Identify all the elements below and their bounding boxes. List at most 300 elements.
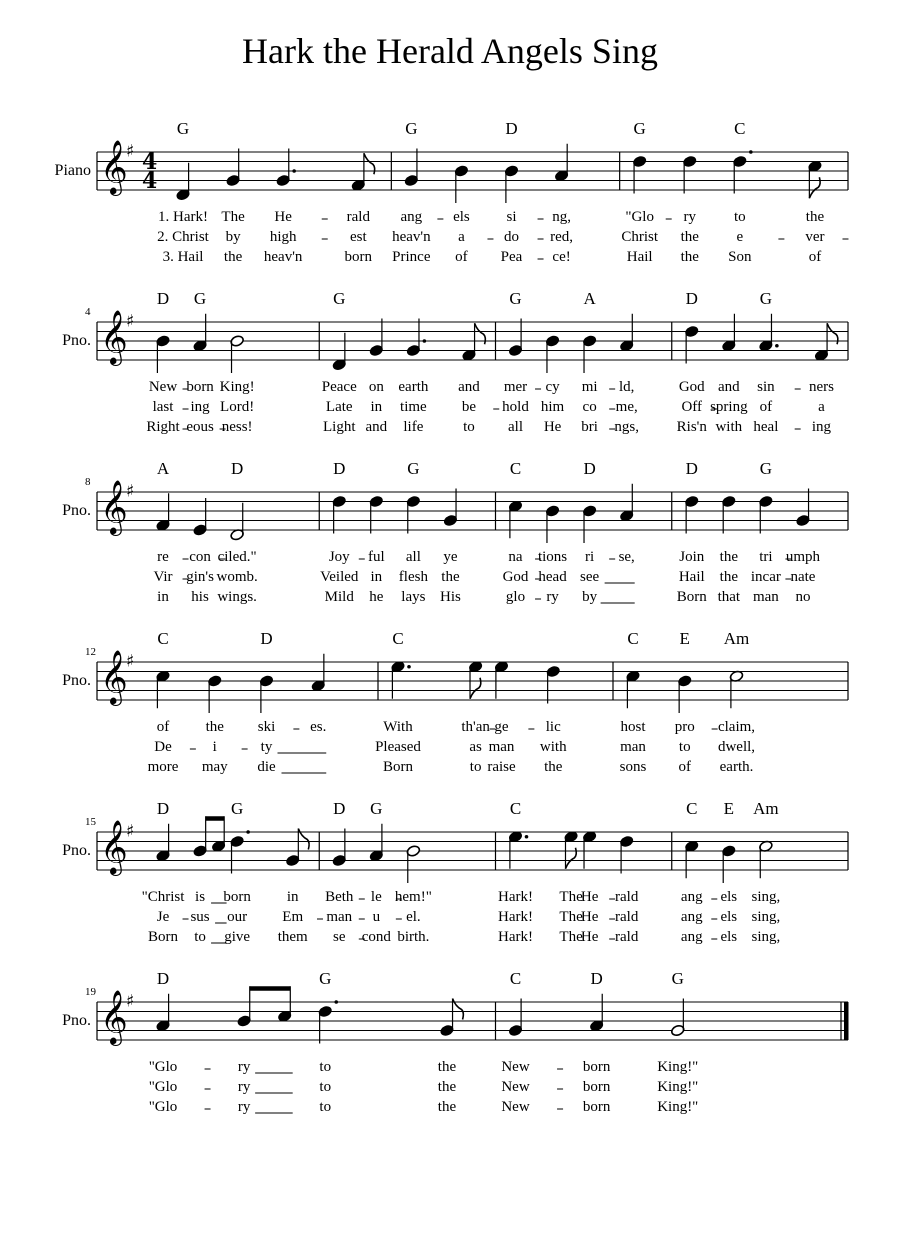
lyric-syllable: Join xyxy=(679,549,705,565)
lyric-syllable: sus xyxy=(190,909,210,925)
lyric-syllable: of xyxy=(808,249,822,265)
lyric-syllable: Mild xyxy=(324,589,354,605)
lyric-syllable: God xyxy=(678,379,705,395)
lyric-syllable: ful xyxy=(367,549,385,565)
lyric-syllable: by xyxy=(582,589,598,605)
treble-clef: 𝄞 xyxy=(100,309,128,365)
lyric-syllable: con xyxy=(189,549,211,565)
lyric-syllable: cond xyxy=(361,929,391,945)
lyric-syllable: 1. Hark! xyxy=(158,209,208,225)
lyric-syllable: in xyxy=(370,569,383,585)
lyric-syllable: spring xyxy=(710,399,748,415)
lyric-syllable: in xyxy=(157,589,169,605)
lyric-syllable: ry xyxy=(237,1099,251,1115)
lyric-syllable: The xyxy=(221,209,245,225)
score-title: Hark the Herald Angels Sing xyxy=(242,31,658,71)
chord-symbol: G xyxy=(759,459,773,478)
lyric-syllable: The xyxy=(559,909,583,925)
lyric-syllable: Hail xyxy=(678,569,705,585)
chord-symbol: G xyxy=(671,969,684,988)
staff-system xyxy=(0,282,900,452)
lyric-syllable: Peace xyxy=(321,379,357,395)
lyric-syllable: umph xyxy=(785,549,821,565)
lyric-syllable: ngs, xyxy=(614,419,639,435)
lyric-syllable: se, xyxy=(618,549,635,565)
lyric-syllable: he xyxy=(369,589,384,605)
chord-symbol: D xyxy=(583,459,596,478)
lyric-syllable: man xyxy=(752,589,779,605)
chord-symbol: C xyxy=(734,119,746,138)
lyric-syllable: ang xyxy=(680,909,703,925)
staff-system xyxy=(0,622,900,792)
staff-system xyxy=(0,112,900,282)
lyric-syllable: no xyxy=(795,589,811,605)
lyric-syllable: Christ xyxy=(621,229,658,245)
lyric-syllable: ld, xyxy=(618,379,635,395)
lyric-syllable: King! xyxy=(219,379,255,395)
key-signature-sharp: ♯ xyxy=(126,311,135,332)
lyric-syllable: eous xyxy=(186,419,214,435)
instrument-label: Pno. xyxy=(62,502,91,519)
note-beam xyxy=(250,986,291,991)
staff-system xyxy=(0,792,900,962)
lyric-syllable: ness! xyxy=(221,419,253,435)
lyric-syllable: heav'n xyxy=(392,229,431,245)
lyric-syllable: and xyxy=(458,379,480,395)
augmentation-dot xyxy=(775,344,779,348)
augmentation-dot xyxy=(334,1000,338,1004)
instrument-label: Piano xyxy=(54,162,91,179)
lyric-syllable: est xyxy=(349,229,367,245)
lyric-syllable: ri xyxy=(585,549,595,565)
lyric-syllable: lays xyxy=(401,589,426,605)
instrument-label: Pno. xyxy=(62,842,91,859)
staff-svg xyxy=(0,622,900,792)
instrument-label: Pno. xyxy=(62,672,91,689)
lyric-syllable: last xyxy=(152,399,174,415)
lyric-syllable: Light xyxy=(323,419,356,435)
lyric-syllable: ang xyxy=(680,889,703,905)
lyric-syllable: ners xyxy=(808,379,834,395)
lyric-syllable: ye xyxy=(443,549,458,565)
lyric-syllable: die xyxy=(257,759,276,775)
lyric-syllable: of xyxy=(455,249,468,265)
lyric-syllable: Hark! xyxy=(498,889,533,905)
lyric-syllable: man xyxy=(620,739,646,755)
lyric-syllable: man xyxy=(326,909,353,925)
chord-symbol: D xyxy=(333,459,346,478)
lyric-syllable: the xyxy=(223,249,243,265)
lyric-syllable: flesh xyxy=(398,569,428,585)
lyric-syllable: birth. xyxy=(397,929,430,945)
lyric-syllable: earth xyxy=(398,379,429,395)
lyric-syllable: on xyxy=(368,379,384,395)
lyric-syllable: 2. Christ xyxy=(157,229,209,245)
staff-system xyxy=(0,452,900,622)
lyric-syllable: se xyxy=(333,929,346,945)
lyric-syllable: of xyxy=(156,719,170,735)
lyric-syllable: co xyxy=(582,399,597,415)
lyric-syllable: to xyxy=(678,739,691,755)
lyric-syllable: King!" xyxy=(657,1079,699,1095)
key-signature-sharp: ♯ xyxy=(126,991,135,1012)
lyric-syllable: New xyxy=(501,1099,530,1115)
lyric-syllable: to xyxy=(194,929,206,945)
chord-symbol: C xyxy=(157,629,169,648)
lyric-syllable: the xyxy=(719,569,738,585)
chord-symbol: D xyxy=(590,969,603,988)
lyric-syllable: Hail xyxy=(626,249,653,265)
chord-symbol: G xyxy=(405,119,418,138)
measure-number: 15 xyxy=(85,816,96,828)
key-signature-sharp: ♯ xyxy=(126,481,135,502)
chord-symbol: C xyxy=(392,629,404,648)
lyric-syllable: life xyxy=(403,419,424,435)
final-barline-thick xyxy=(844,1002,849,1040)
lyric-syllable: re xyxy=(157,549,169,565)
lyric-syllable: Hark! xyxy=(498,929,533,945)
lyric-syllable: ski xyxy=(257,719,276,735)
lyric-syllable: King!" xyxy=(657,1059,699,1075)
lyric-syllable: do xyxy=(504,229,519,245)
lyric-syllable: hold xyxy=(502,399,529,415)
lyric-syllable: tions xyxy=(537,549,568,565)
lyric-syllable: "Glo xyxy=(625,209,654,225)
lyric-syllable: u xyxy=(372,909,381,925)
lyric-syllable: na xyxy=(508,549,523,565)
lyric-syllable: heal xyxy=(753,419,779,435)
lyric-syllable: to xyxy=(319,1099,332,1115)
lyric-syllable: ver xyxy=(805,229,825,245)
lyric-syllable: mi xyxy=(581,379,598,395)
lyric-syllable: see xyxy=(580,569,600,585)
lyric-syllable: Joy xyxy=(328,549,350,565)
lyric-syllable: born xyxy=(186,379,214,395)
lyric-syllable: He xyxy=(580,889,599,905)
lyric-syllable: Right xyxy=(146,419,180,435)
lyric-syllable: ge xyxy=(494,719,509,735)
lyric-syllable: red, xyxy=(550,229,574,245)
lyric-syllable: time xyxy=(400,399,427,415)
staff-svg xyxy=(0,112,900,282)
lyric-syllable: Son xyxy=(728,249,752,265)
lyric-syllable: all xyxy=(405,549,421,565)
lyric-syllable: els xyxy=(453,209,470,225)
time-signature-bottom: 4 xyxy=(142,168,158,194)
treble-clef: 𝄞 xyxy=(100,989,128,1045)
chord-symbol: D xyxy=(505,119,518,138)
lyric-syllable: ry xyxy=(237,1059,251,1075)
lyric-syllable: man xyxy=(488,739,515,755)
lyric-syllable: "Glo xyxy=(148,1079,178,1095)
lyric-syllable: ing xyxy=(811,419,832,435)
lyric-syllable: ty xyxy=(260,739,273,755)
chord-symbol: D xyxy=(156,289,170,308)
key-signature-sharp: ♯ xyxy=(126,651,135,672)
lyric-syllable: the xyxy=(719,549,738,565)
treble-clef: 𝄞 xyxy=(100,819,128,875)
lyric-syllable: Em xyxy=(282,909,304,925)
chord-symbol: C xyxy=(509,459,522,478)
chord-symbol: D xyxy=(156,969,170,988)
chord-symbol: C xyxy=(509,799,522,818)
lyric-syllable: wings. xyxy=(217,589,257,605)
lyric-syllable: pro xyxy=(674,719,695,735)
lyric-syllable: by xyxy=(225,229,241,245)
lyric-syllable: me, xyxy=(615,399,638,415)
chord-symbol: D xyxy=(333,799,346,818)
lyric-syllable: incar xyxy=(750,569,781,585)
measure-number: 12 xyxy=(85,646,96,658)
chord-symbol: G xyxy=(193,289,207,308)
lyric-syllable: claim, xyxy=(717,719,756,735)
lyric-syllable: with xyxy=(715,419,743,435)
lyric-syllable: Vir xyxy=(153,569,173,585)
lyric-syllable: The xyxy=(559,929,583,945)
chord-symbol: G xyxy=(176,119,190,138)
lyric-syllable: gin's xyxy=(186,569,214,585)
lyric-syllable: le xyxy=(370,889,382,905)
lyric-syllable: all xyxy=(508,419,523,435)
lyric-syllable: a xyxy=(458,229,465,245)
lyric-syllable: ry xyxy=(546,589,559,605)
lyric-syllable: him xyxy=(540,399,565,415)
lyric-syllable: raise xyxy=(487,759,516,775)
lyric-syllable: to xyxy=(463,419,475,435)
chord-symbol: A xyxy=(156,459,170,478)
lyric-syllable: his xyxy=(191,589,209,605)
augmentation-dot xyxy=(407,665,411,669)
lyric-syllable: New xyxy=(501,1079,530,1095)
lyric-syllable: rald xyxy=(346,209,370,225)
chord-symbol: E xyxy=(723,799,735,818)
lyric-syllable: With xyxy=(383,719,413,735)
lyric-syllable: Born xyxy=(383,759,413,775)
treble-clef: 𝄞 xyxy=(100,649,128,705)
lyric-syllable: "Glo xyxy=(148,1059,178,1075)
instrument-label: Pno. xyxy=(62,332,91,349)
measure-number: 8 xyxy=(85,476,91,488)
key-signature-sharp: ♯ xyxy=(126,821,135,842)
augmentation-dot xyxy=(292,169,296,173)
lyric-syllable: be xyxy=(461,399,477,415)
chord-symbol: C xyxy=(686,799,698,818)
lyric-syllable: as xyxy=(469,739,482,755)
lyric-syllable: De xyxy=(154,739,172,755)
note-beam xyxy=(206,816,225,821)
lyric-syllable: ang xyxy=(680,929,703,945)
lyric-syllable: the xyxy=(680,249,699,265)
lyric-syllable: King!" xyxy=(657,1099,699,1115)
lyric-syllable: ry xyxy=(237,1079,251,1095)
lyric-syllable: Ris'n xyxy=(676,419,707,435)
augmentation-dot xyxy=(423,339,427,343)
lyric-syllable: sons xyxy=(619,759,647,775)
chord-symbol: D xyxy=(685,459,698,478)
chord-symbol: G xyxy=(509,289,522,308)
lyric-syllable: es. xyxy=(310,719,327,735)
lyric-syllable: the xyxy=(437,1099,457,1115)
lyric-syllable: sing, xyxy=(751,929,781,945)
lyric-syllable: sing, xyxy=(751,909,781,925)
chord-symbol: C xyxy=(509,969,522,988)
augmentation-dot xyxy=(525,835,529,839)
instrument-label: Pno. xyxy=(62,1012,91,1029)
chord-symbol: G xyxy=(319,969,332,988)
time-signature-top: 4 xyxy=(142,149,158,175)
chord-symbol: E xyxy=(679,629,690,648)
lyric-syllable: ry xyxy=(683,209,696,225)
lyric-syllable: cy xyxy=(545,379,560,395)
lyric-syllable: the xyxy=(441,569,460,585)
lyric-syllable: to xyxy=(319,1059,332,1075)
chord-symbol: G xyxy=(633,119,646,138)
lyric-syllable: born xyxy=(223,889,251,905)
measure-number: 19 xyxy=(85,986,96,998)
lyric-syllable: 3. Hail xyxy=(162,249,204,265)
lyric-syllable: to xyxy=(319,1079,332,1095)
augmentation-dot xyxy=(749,150,753,154)
lyric-syllable: The xyxy=(559,889,583,905)
treble-clef: 𝄞 xyxy=(100,479,128,535)
lyric-syllable: els xyxy=(720,929,738,945)
lyric-syllable: Off xyxy=(681,399,703,415)
lyric-syllable: in xyxy=(286,889,299,905)
lyric-syllable: them xyxy=(277,929,308,945)
lyric-syllable: the xyxy=(437,1079,457,1095)
lyric-syllable: high xyxy=(269,229,297,245)
chord-symbol: G xyxy=(230,799,244,818)
lyric-syllable: womb. xyxy=(216,569,258,585)
lyric-syllable: to xyxy=(469,759,482,775)
lyric-syllable: Born xyxy=(676,589,707,605)
lyric-syllable: dwell, xyxy=(717,739,756,755)
lyric-syllable: of xyxy=(759,399,773,415)
lyric-syllable: Je xyxy=(156,909,170,925)
lyric-syllable: Veiled xyxy=(320,569,359,585)
lyric-syllable: mer xyxy=(503,379,528,395)
chord-symbol: G xyxy=(759,289,773,308)
lyric-syllable: to xyxy=(733,209,746,225)
lyric-syllable: that xyxy=(717,589,741,605)
lyric-syllable: and xyxy=(365,419,388,435)
lyric-syllable: head xyxy=(538,569,567,585)
lyric-syllable: Late xyxy=(325,399,353,415)
chord-symbol: Am xyxy=(753,799,779,818)
lyric-syllable: a xyxy=(818,399,825,415)
lyric-syllable: ciled." xyxy=(217,549,257,565)
lyric-syllable: may xyxy=(201,759,228,775)
lyric-syllable: earth. xyxy=(719,759,754,775)
lyric-syllable: born xyxy=(344,249,373,265)
lyric-syllable: lic xyxy=(545,719,561,735)
chord-symbol: D xyxy=(230,459,244,478)
lyric-syllable: more xyxy=(147,759,179,775)
lyric-syllable: Hark! xyxy=(498,909,533,925)
lyric-syllable: the xyxy=(680,229,699,245)
lyric-syllable: with xyxy=(539,739,567,755)
lyric-syllable: of xyxy=(678,759,691,775)
chord-symbol: D xyxy=(156,799,170,818)
lyric-syllable: He xyxy=(274,209,292,225)
lyric-syllable: rald xyxy=(615,909,639,925)
lyric-syllable: els xyxy=(720,889,738,905)
lyric-syllable: born xyxy=(582,1059,611,1075)
lyric-syllable: host xyxy=(620,719,646,735)
lyric-syllable: ang xyxy=(400,209,423,225)
lyric-syllable: els xyxy=(720,909,738,925)
lyric-syllable: our xyxy=(227,909,248,925)
lyric-syllable: the xyxy=(544,759,563,775)
chord-symbol: G xyxy=(407,459,420,478)
lyric-syllable: e xyxy=(736,229,744,245)
chord-symbol: A xyxy=(583,289,596,308)
lyric-syllable: God xyxy=(502,569,529,585)
lyric-syllable: give xyxy=(224,929,251,945)
lyric-syllable: New xyxy=(148,379,178,395)
chord-symbol: G xyxy=(333,289,346,308)
lyric-syllable: Lord! xyxy=(220,399,255,415)
lyric-syllable: Pea xyxy=(500,249,523,265)
lyric-syllable: New xyxy=(501,1059,530,1075)
lyric-syllable: bri xyxy=(581,419,598,435)
chord-symbol: G xyxy=(370,799,383,818)
lyric-syllable: Prince xyxy=(392,249,431,265)
lyric-syllable: His xyxy=(440,589,461,605)
lyric-syllable: el. xyxy=(406,909,421,925)
lyric-syllable: sin xyxy=(757,379,775,395)
chord-symbol: D xyxy=(260,629,273,648)
lyric-syllable: the xyxy=(205,719,224,735)
lyric-syllable: nate xyxy=(790,569,816,585)
lyric-syllable: tri xyxy=(759,549,773,565)
lyric-syllable: hem!" xyxy=(394,889,432,905)
lyric-syllable: glo xyxy=(505,589,526,605)
staff-system xyxy=(0,962,900,1132)
lyric-syllable: Born xyxy=(148,929,178,945)
lyric-syllable: Beth xyxy=(325,889,354,905)
lyric-syllable: ng, xyxy=(552,209,571,225)
lyric-syllable: sing, xyxy=(751,889,781,905)
lyric-syllable: ce! xyxy=(552,249,571,265)
lyric-syllable: rald xyxy=(615,929,639,945)
chord-symbol: Am xyxy=(723,629,750,648)
lyric-syllable: He xyxy=(580,929,599,945)
lyric-syllable: and xyxy=(717,379,740,395)
lyric-syllable: th'an xyxy=(461,719,490,735)
lyric-syllable: i xyxy=(212,739,217,755)
lyric-syllable: born xyxy=(582,1099,611,1115)
lyric-syllable: si xyxy=(506,209,517,225)
measure-number: 4 xyxy=(85,306,91,318)
lyric-syllable: Pleased xyxy=(375,739,421,755)
chord-symbol: D xyxy=(685,289,698,308)
lyric-syllable: is xyxy=(195,889,206,905)
chord-symbol: C xyxy=(627,629,639,648)
lyric-syllable: He xyxy=(580,909,599,925)
lyric-syllable: ing xyxy=(190,399,210,415)
lyric-syllable: the xyxy=(805,209,825,225)
lyric-syllable: in xyxy=(370,399,383,415)
lyric-syllable: "Christ xyxy=(141,889,185,905)
lyric-syllable: the xyxy=(437,1059,457,1075)
lyric-syllable: "Glo xyxy=(148,1099,178,1115)
lyric-syllable: rald xyxy=(615,889,639,905)
lyric-syllable: He xyxy=(543,419,562,435)
key-signature-sharp: ♯ xyxy=(126,141,135,162)
lyric-syllable: born xyxy=(582,1079,611,1095)
treble-clef: 𝄞 xyxy=(100,139,128,195)
